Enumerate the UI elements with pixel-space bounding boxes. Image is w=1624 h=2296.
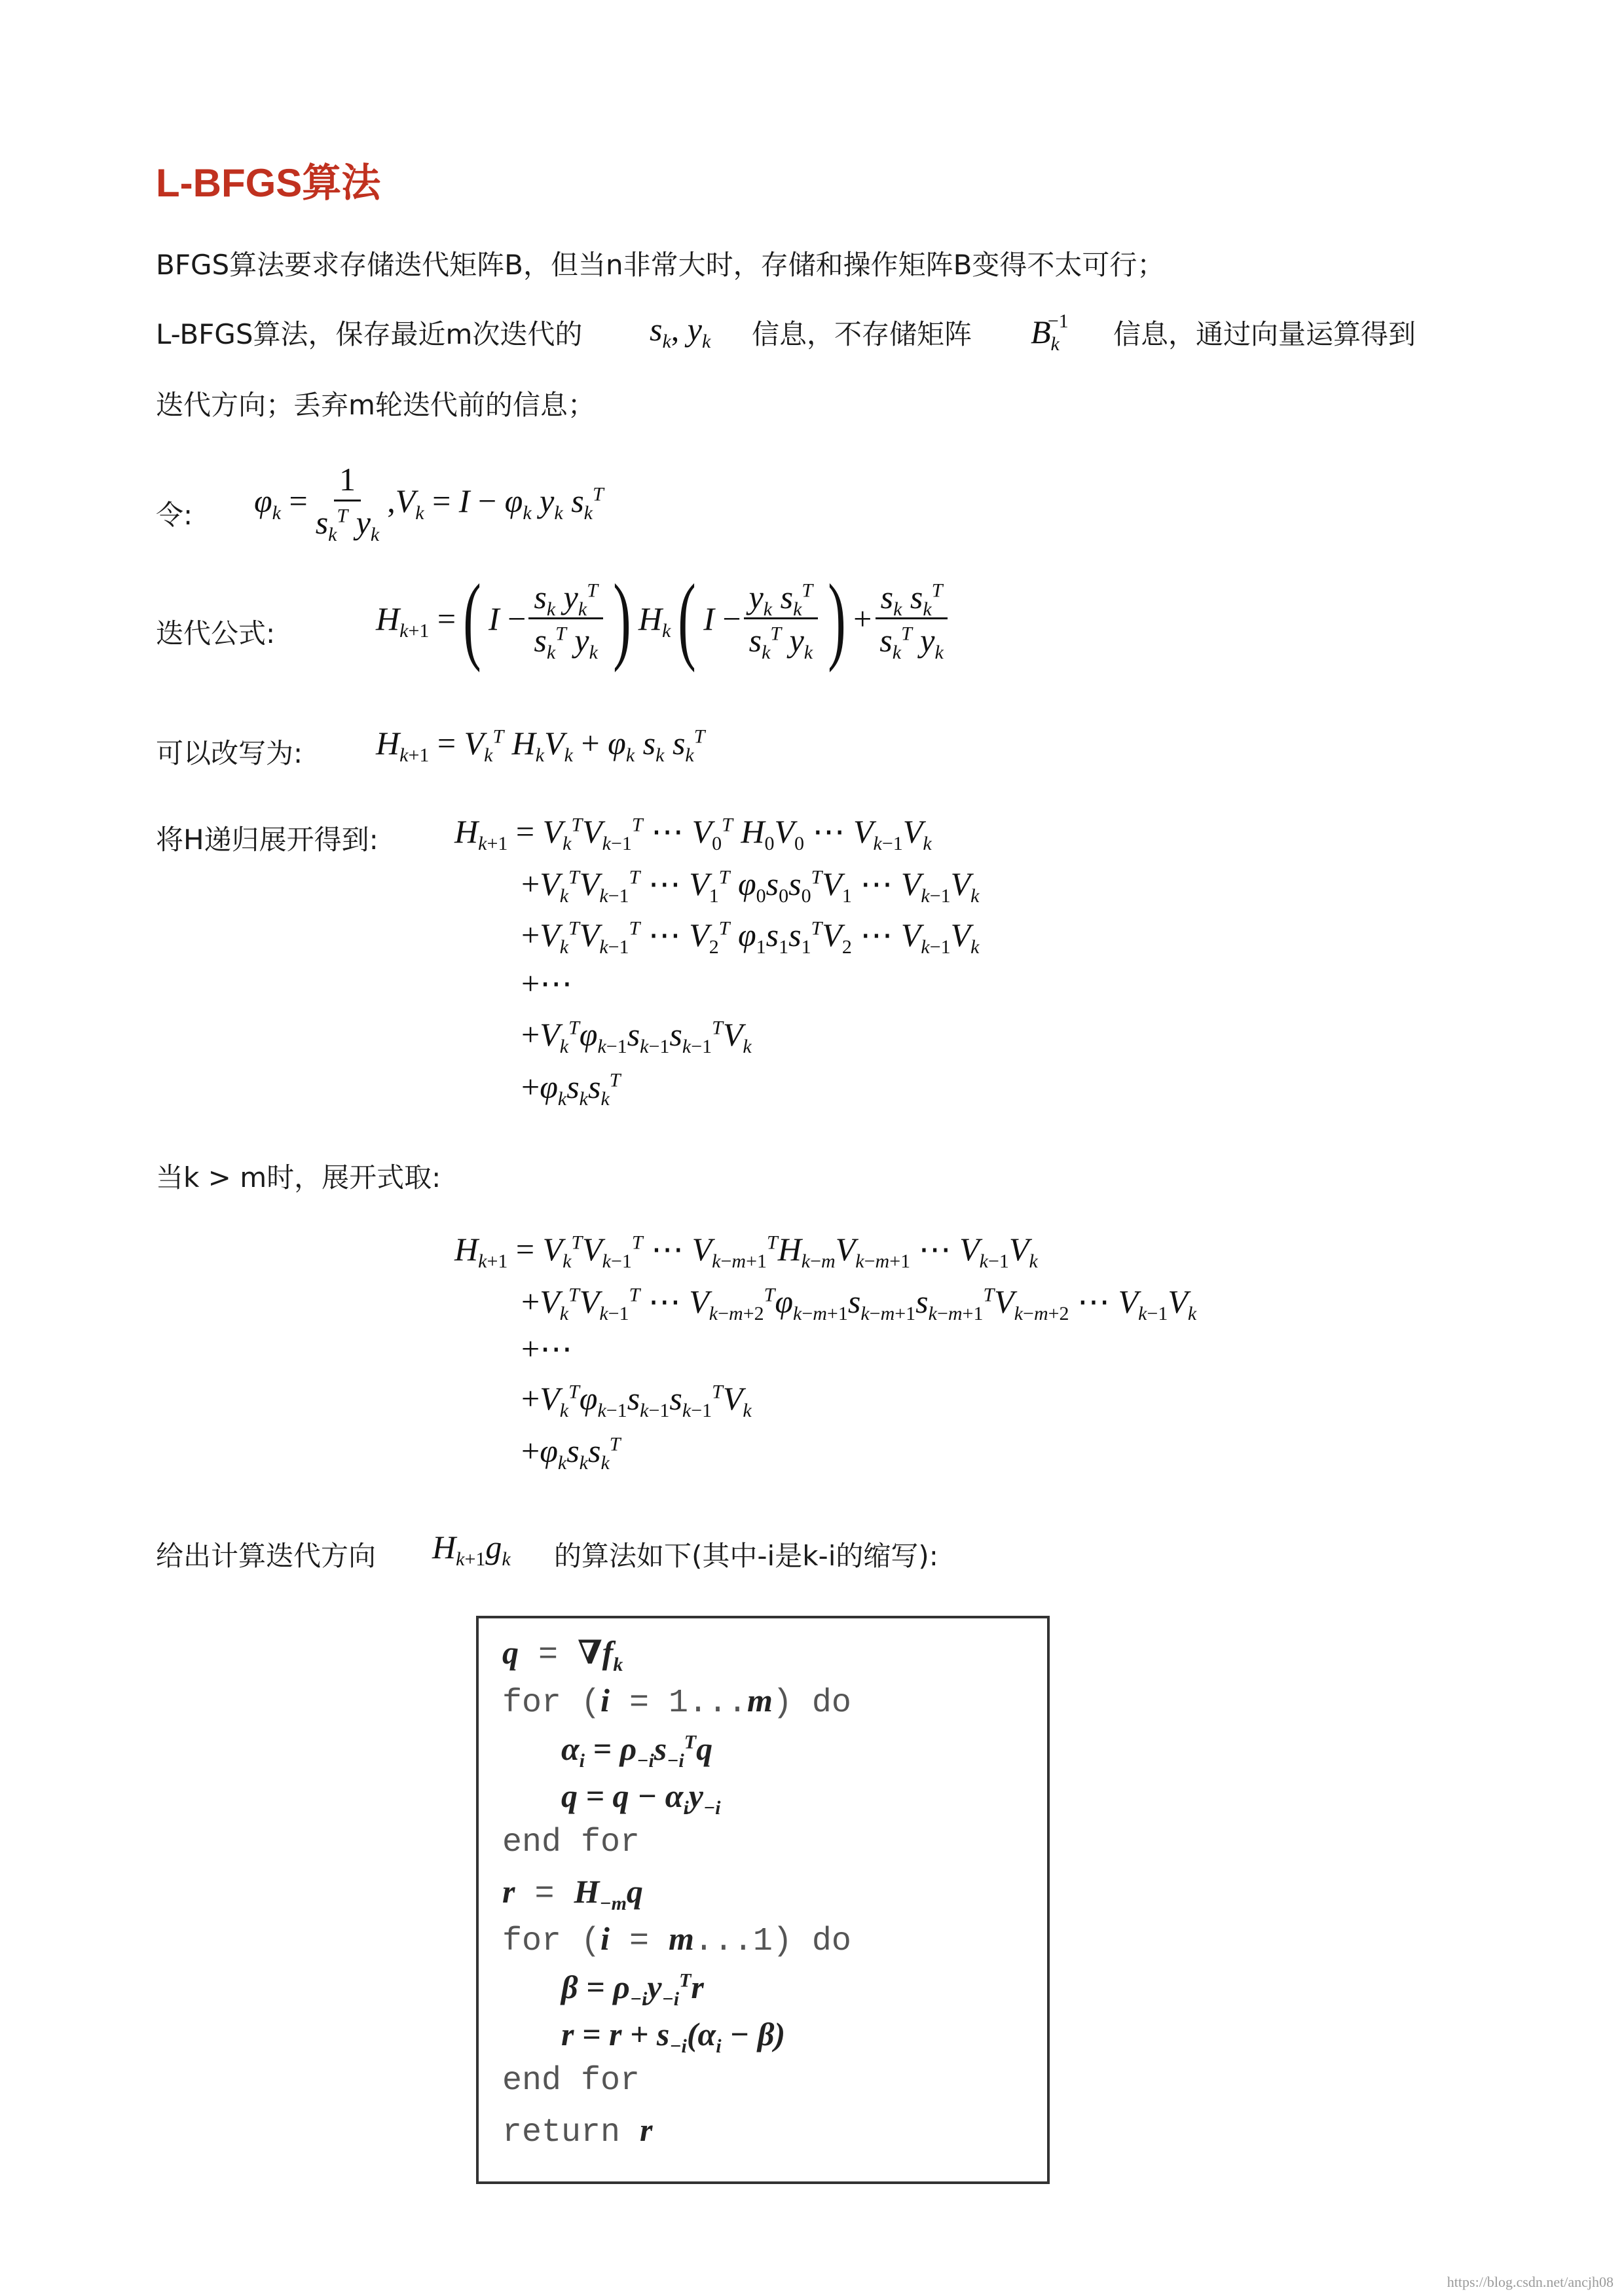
label-recursive-expansion: 将H递归展开得到: (156, 824, 378, 856)
formula-expansion-line-5: $+V_k^T\varphi_{k-1}s_{k-1}s_{k-1}^TV_k$ (521, 1016, 752, 1057)
code-line-beta: $\beta = \rho_{-i}y_{-i}^Tr$ (561, 1969, 704, 2010)
formula-truncated-line-5: $+\varphi_ks_ks_k^T$ (521, 1432, 621, 1474)
formula-truncated-line-2: $+V_k^TV_{k-1}^T$ ⋯ $V_{k-m+2}^T\varphi_{k-m+1}s_{k-m+1}s_{k-m+1}^TV_{k-m+2}$ ⋯ $V_{k-1}V_k$ (521, 1283, 1197, 1324)
paragraph-lbfgs-intro-part3: 信息，通过向量运算得到 (1113, 318, 1416, 350)
code-line-alpha: $\alpha_i = \rho_{-i}s_{-i}^Tq$ (561, 1730, 713, 1772)
math-h-g: $H_{k+1}g_k$ (432, 1529, 511, 1570)
formula-expansion-line-6: $+\varphi_ks_ks_k^T$ (521, 1068, 621, 1110)
formula-truncated-line-4: $+V_k^T\varphi_{k-1}s_{k-1}s_{k-1}^TV_k$ (521, 1380, 752, 1421)
code-line-for-2: for (i = m...1) do (502, 1920, 851, 1960)
paragraph-discard-info: 迭代方向；丢弃m轮迭代前的信息； (156, 389, 595, 421)
math-bk-inverse: $B_k^{-1}$ (1031, 310, 1069, 355)
algorithm-box (476, 1616, 1050, 2184)
label-algorithm-intro-part1: 给出计算迭代方向 (156, 1540, 377, 1572)
watermark: https://blog.csdn.net/ancjh08 (1447, 2274, 1614, 2290)
code-range-1: 1... (668, 1685, 747, 1722)
label-k-greater-than-m: 当k > m时，展开式取: (156, 1161, 441, 1194)
code-keyword-for: for (502, 1685, 562, 1722)
code-line-end-for-2: end for (502, 2062, 640, 2100)
code-keyword-do: do (811, 1923, 851, 1960)
code-line-r-update: $r = r + s_{-i}(\alpha_i - \beta)$ (561, 2016, 786, 2057)
code-range-2: ...1) (693, 1923, 792, 1960)
math-sk-yk: $s_k$, $y_k$ (650, 311, 711, 352)
paragraph-lbfgs-intro-part2: 信息，不存储矩阵 (752, 318, 972, 350)
paragraph-bfgs-limitation: BFGS算法要求存储迭代矩阵B，但当n非常大时，存储和操作矩阵B变得不太可行； (156, 249, 1165, 281)
label-iteration-formula: 迭代公式: (156, 617, 276, 649)
formula-h-rewrite: $H_{k+1} = V_k^T$ $H_kV_k + \varphi_k$ $s_k$ $s_k^T$ (376, 725, 705, 766)
label-algorithm-intro-part2: 的算法如下(其中-i是k-i的缩写): (554, 1540, 938, 1572)
code-keyword-do: do (811, 1685, 851, 1722)
formula-expansion-line-1: $H_{k+1} = V_k^TV_{k-1}^T$ ⋯ $V_0^T$ $H_0V_0$ ⋯ $V_{k-1}V_k$ (454, 813, 932, 854)
formula-h-update: $H_{k+1}$ = ( I − $\frac{s_k y_k^T}{s_k^T y_k}$ ) $H_k$ ( I − $\frac{y_k s_k^T}{s_k^T y_k}$ ) + $\frac{s_k s_k^T}{s_k^T y_k}$ (376, 570, 951, 668)
code-line-r-init: $r = H_{-m}q$ (502, 1873, 643, 1914)
label-rewrite: 可以改写为: (156, 737, 303, 769)
paragraph-lbfgs-intro-part1: L-BFGS算法，保存最近m次迭代的 (156, 318, 583, 350)
formula-expansion-line-3: $+V_k^TV_{k-1}^T$ ⋯ $V_2^T$ $\varphi_1s_1s_1^TV_2$ ⋯ $V_{k-1}V_k$ (521, 917, 980, 958)
formula-truncated-line-1: $H_{k+1} = V_k^TV_{k-1}^T$ ⋯ $V_{k-m+1}^TH_{k-m}V_{k-m+1}$ ⋯ $V_{k-1}V_k$ (454, 1231, 1038, 1272)
formula-truncated-line-3: +⋯ (521, 1330, 573, 1367)
page-title: L-BFGS算法 (156, 161, 381, 205)
code-line-q-update: $q = q - \alpha_iy_{-i}$ (561, 1777, 721, 1819)
code-keyword-for: for (502, 1923, 562, 1960)
label-let: 令: (156, 499, 193, 531)
fraction-phi: $\frac{1}{s_k^T y_k}$ (315, 461, 380, 545)
code-line-for-1: for (i = 1...m) do (502, 1682, 851, 1722)
formula-expansion-line-2: $+V_k^TV_{k-1}^T$ ⋯ $V_1^T$ $\varphi_0s_0s_0^TV_1$ ⋯ $V_{k-1}V_k$ (521, 866, 980, 907)
formula-expansion-line-4: +⋯ (521, 965, 573, 1002)
paragraph-lbfgs-intro (156, 313, 582, 352)
code-line-q-init: $q = \nabla f_k$ (502, 1634, 623, 1675)
formula-phi-v-definition: $\varphi_k$ = $\frac{1}{s_k^T y_k}$ $,V_k = I - \varphi_k$ $y_k$ $s_k^T$ (254, 461, 604, 545)
code-line-return: return r (502, 2111, 653, 2151)
code-keyword-return: return (502, 2114, 621, 2151)
code-line-end-for-1: end for (502, 1824, 640, 1861)
